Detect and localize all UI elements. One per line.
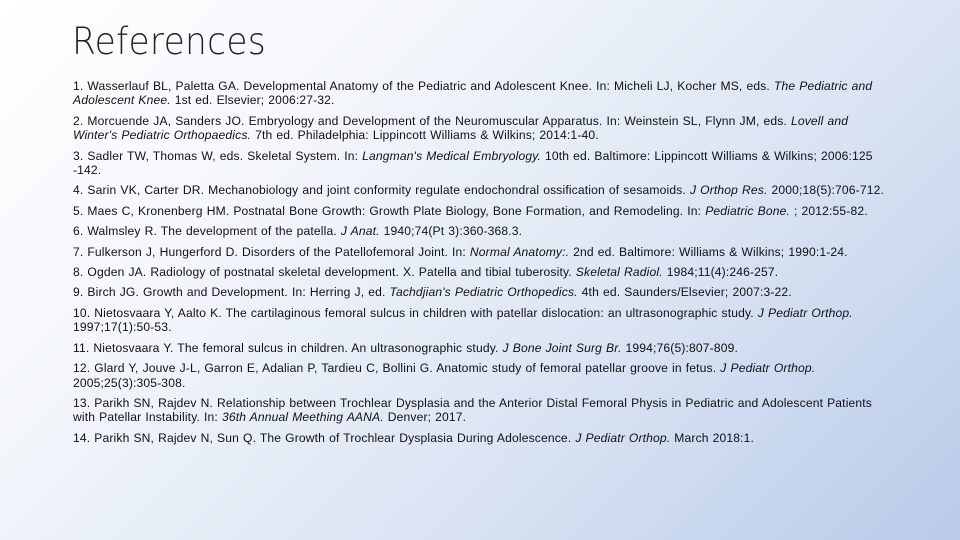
reference-details: 2005;25(3):305-308.: [73, 375, 186, 390]
reference-list: [73, 79, 888, 451]
reference-item: [73, 341, 888, 355]
reference-text: 13. Parikh SN, Rajdev N. Relationship between Trochlear Dysplasia and the Anterior Distal Femoral Physis in Pediatric and Adolescent Patients with Patellar Instability. In:: [73, 395, 872, 425]
reference-details: 7th ed. Philadelphia: Lippincott Williams & Wilkins; 2014:1-40.: [251, 128, 599, 143]
reference-details: Denver; 2017.: [383, 410, 467, 425]
reference-source: J Bone Joint Surg Br.: [502, 340, 622, 355]
reference-item: [73, 224, 888, 238]
reference-source: The Pediatric and Adolescent Knee.: [73, 79, 873, 108]
reference-source: Pediatric Bone.: [705, 203, 790, 218]
reference-item: [73, 114, 888, 143]
reference-details: 1984;11(4):246-257.: [662, 265, 779, 280]
reference-text: 2. Morcuende JA, Sanders JO. Embryology and Development of the Neuromuscular Apparatus. In: Weinstein SL, Flynn JM, eds.: [73, 113, 791, 128]
reference-text: 5. Maes C, Kronenberg HM. Postnatal Bone Growth: Growth Plate Biology, Bone Formation, and Remodeling. In:: [73, 203, 706, 218]
reference-details: 4th ed. Saunders/Elsevier; 2007:3-22.: [577, 285, 792, 300]
reference-text: 14. Parikh SN, Rajdev N, Sun Q. The Growth of Trochlear Dysplasia During Adolescence.: [73, 430, 576, 445]
reference-item: [73, 79, 888, 108]
reference-details: 10th ed. Baltimore: Lippincott Williams & Wilkins; 2006:125 -142.: [73, 148, 873, 178]
reference-details: 1st ed. Elsevier; 2006:27-32.: [170, 93, 335, 108]
reference-source: Tachdjian's Pediatric Orthopedics.: [389, 285, 578, 300]
reference-source: Skeletal Radiol.: [575, 265, 663, 280]
reference-source: 36th Annual Meething AANA.: [221, 410, 384, 425]
reference-text: 1. Wasserlauf BL, Paletta GA. Developmental Anatomy of the Pediatric and Adolescent Knee. In: Micheli LJ, Kocher MS, eds.: [73, 79, 774, 93]
reference-text: 12. Glard Y, Jouve J-L, Garron E, Adalian P, Tardieu C, Bollini G. Anatomic study of femoral patellar groove in fetus.: [73, 361, 721, 376]
reference-item: [73, 204, 888, 218]
reference-source: Lovell and Winter's Pediatric Orthopaedics.: [73, 113, 849, 143]
reference-text: 4. Sarin VK, Carter DR. Mechanobiology and joint conformity regulate endochondral ossification of sesamoids.: [73, 183, 690, 198]
reference-details: March 2018:1.: [670, 430, 755, 445]
reference-item: [73, 361, 888, 390]
reference-source: Normal Anatomy:.: [469, 244, 570, 259]
reference-details: 1940;74(Pt 3):360-368.3.: [379, 224, 523, 239]
reference-details: 2000;18(5):706-712.: [767, 183, 884, 198]
slide-title: References: [72, 20, 267, 63]
reference-source: J Pediatr Orthop.: [757, 305, 853, 320]
reference-details: 2nd ed. Baltimore: Williams & Wilkins; 1990:1-24.: [569, 244, 848, 259]
reference-item: [73, 183, 888, 197]
reference-item: [73, 265, 888, 279]
reference-text: 10. Nietosvaara Y, Aalto K. The cartilaginous femoral sulcus in children with patellar dislocation: an ultrasonographic study.: [73, 305, 758, 320]
reference-text: 9. Birch JG. Growth and Development. In: Herring J, ed.: [73, 285, 390, 300]
reference-details: 1994;76(5):807-809.: [621, 340, 738, 355]
reference-source: J Anat.: [340, 224, 380, 239]
reference-item: [73, 396, 888, 425]
reference-text: 7. Fulkerson J, Hungerford D. Disorders of the Patellofemoral Joint. In:: [73, 244, 470, 259]
reference-text: 8. Ogden JA. Radiology of postnatal skeletal development. X. Patella and tibial tuberosity.: [73, 265, 576, 280]
reference-item: [73, 285, 888, 299]
reference-source: J Pediatr Orthop.: [720, 361, 816, 376]
reference-source: Langman's Medical Embryology.: [362, 148, 541, 163]
reference-item: [73, 306, 888, 335]
reference-details: ; 2012:55-82.: [789, 203, 868, 218]
reference-text: 11. Nietosvaara Y. The femoral sulcus in children. An ultrasonographic study.: [73, 340, 503, 355]
reference-item: [73, 431, 888, 445]
reference-source: J Orthop Res.: [689, 183, 768, 198]
reference-details: 1997;17(1):50-53.: [73, 320, 172, 335]
reference-text: 3. Sadler TW, Thomas W, eds. Skeletal System. In:: [73, 148, 363, 163]
reference-source: J Pediatr Orthop.: [575, 430, 671, 445]
reference-text: 6. Walmsley R. The development of the patella.: [73, 224, 341, 239]
reference-item: [73, 245, 888, 259]
reference-item: [73, 149, 888, 178]
